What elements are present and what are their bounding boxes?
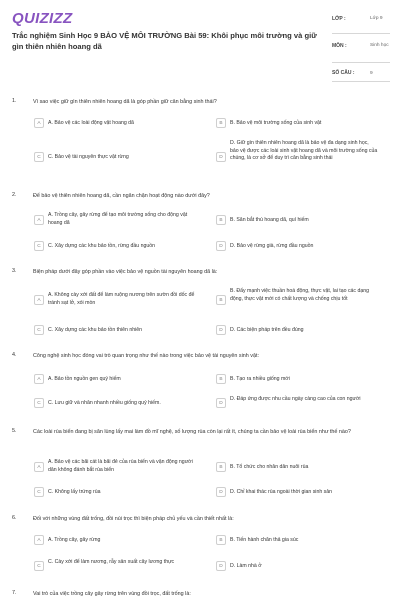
meta-key: MÔN : <box>332 43 347 49</box>
option-letter: A <box>34 374 44 384</box>
option-letter: D <box>216 487 226 497</box>
option-letter: D <box>216 241 226 251</box>
option-text: C. Bảo vệ tài nguyên thực vật rừng <box>48 154 129 160</box>
option-letter: A <box>34 118 44 128</box>
option-letter: D <box>216 398 226 408</box>
option-letter: C <box>34 561 44 571</box>
option-letter: C <box>34 398 44 408</box>
option-text: D. Đáp ứng được nhu cầu ngày càng cao của con người <box>230 396 361 402</box>
option-text: A. Không cày xới đất để làm ruộng nương trên sườn đồi dốc để tránh sạt lở, xói mòn <box>48 292 195 306</box>
meta-key: LỚP : <box>332 16 346 22</box>
meta-value: Lớp 9 <box>370 16 383 21</box>
question-number: 2. <box>12 192 17 198</box>
question-number: 3. <box>12 268 17 274</box>
option-text: D. Chỉ khai thác rùa ngoài thời gian sinh sản <box>230 489 333 495</box>
meta-key: SỐ CÂU : <box>332 70 355 76</box>
question-number: 7. <box>12 590 17 596</box>
option-letter: B <box>216 462 226 472</box>
option-letter: D <box>216 561 226 571</box>
question-text: Biện pháp dưới đây góp phần vào việc bảo vệ nguồn tài nguyên hoang dã là: <box>33 269 218 275</box>
option-text: A. Trồng cây, gây rừng để tạo môi trường sống cho động vật hoang dã <box>48 212 188 226</box>
question-text: Đối với những vùng đất trống, đồi núi trọc thì biện pháp chủ yếu và cần thiết nhất là: <box>33 516 234 522</box>
option-text: B. Đẩy mạnh việc thuần hoá động, thực vật, lai tạo các dạng động, thực vật mới có chất lượng và chống chịu tốt <box>230 288 370 302</box>
question-text: Các loài rùa biển đang bị săn lùng lấy mai làm đồ mĩ nghệ, số lượng rùa còn lại rất ít, chúng ta cần bảo vệ loài rùa biển như thế nào? <box>33 429 351 435</box>
option-text: C. Lưu giữ và nhân nhanh nhiều giống quý hiếm. <box>48 400 161 406</box>
option-letter: B <box>216 118 226 128</box>
option-text: D. Giữ gìn thiên nhiên hoang dã là bảo vệ đa dạng sinh học, bảo vệ được các loài sinh vật hoang dã và môi trường sống của chúng, là cơ sở để duy trì cân bằng sinh thái <box>230 140 378 161</box>
option-text: B. Bảo vệ môi trường sống của sinh vật <box>230 120 322 126</box>
option-text: D. Các biện pháp trên đều đúng <box>230 327 304 333</box>
meta-row-count <box>332 66 390 82</box>
meta-row-class <box>332 8 390 34</box>
option-text: A. Trồng cây, gây rừng <box>48 537 101 543</box>
option-letter: A <box>34 215 44 225</box>
option-text: A. Bảo vệ các bãi cát là bãi đẻ của rùa biển và vận động người dân không đánh bắt rùa biển <box>48 459 193 473</box>
option-letter: B <box>216 215 226 225</box>
option-text: B. Tiến hành chăn thả gia súc <box>230 537 299 543</box>
option-letter: A <box>34 535 44 545</box>
option-text: B. Săn bắt thú hoang dã, quí hiếm <box>230 217 309 223</box>
question-text: Vai trò của việc trồng cây gây rừng trên vùng đồi trọc, đất trống là: <box>33 591 191 597</box>
option-text: B. Tạo ra nhiều giống mới <box>230 376 290 382</box>
option-letter: A <box>34 295 44 305</box>
option-letter: C <box>34 152 44 162</box>
option-letter: B <box>216 535 226 545</box>
question-text: Vì sao việc giữ gìn thiên nhiên hoang dã là góp phần giữ cân bằng sinh thái? <box>33 99 217 105</box>
question-text: Để bảo vệ thiên nhiên hoang dã, cần ngăn chặn hoạt động nào dưới đây? <box>33 193 210 199</box>
meta-value: 9 <box>370 71 373 76</box>
option-letter: A <box>34 462 44 472</box>
option-text: A. Bảo vệ các loài động vật hoang dã <box>48 120 134 126</box>
option-text: C. Xây dựng các khu bảo tồn, rừng đầu nguồn <box>48 243 156 249</box>
option-text: C. Xây dựng các khu bảo tồn thiên nhiên <box>48 327 143 333</box>
question-number: 1. <box>12 98 17 104</box>
option-text: C. Cày xới để làm nương, rẫy sản xuất cây lương thực <box>48 559 175 565</box>
question-text: Công nghệ sinh học đóng vai trò quan trọng như thế nào trong việc bảo vệ tài nguyên sinh vật: <box>33 353 259 359</box>
option-text: B. Tổ chức cho nhân dân nuôi rùa <box>230 464 309 470</box>
question-number: 6. <box>12 515 17 521</box>
quizizz-logo: QUIZIZZ <box>12 10 73 27</box>
meta-value: Sinh học <box>370 43 389 48</box>
question-number: 4. <box>12 352 17 358</box>
question-number: 5. <box>12 428 17 434</box>
option-text: C. Không lấy trứng rùa <box>48 489 101 495</box>
option-letter: C <box>34 325 44 335</box>
worksheet-title: Trắc nghiệm Sinh Học 9 BẢO VỆ MÔI TRƯỜNG Bài 59: Khôi phục môi trường và giữ gìn thiên nhiên hoang dã <box>12 31 317 51</box>
option-letter: C <box>34 241 44 251</box>
meta-row-subject <box>332 37 390 63</box>
option-letter: B <box>216 295 226 305</box>
option-text: D. Bảo vệ rừng già, rừng đầu nguồn <box>230 243 314 249</box>
option-letter: D <box>216 152 226 162</box>
option-text: A. Bảo tồn nguồn gen quý hiếm <box>48 376 121 382</box>
worksheet-header <box>0 0 400 92</box>
option-letter: C <box>34 487 44 497</box>
option-letter: B <box>216 374 226 384</box>
option-text: D. Làm nhà ở <box>230 563 262 569</box>
option-letter: D <box>216 325 226 335</box>
